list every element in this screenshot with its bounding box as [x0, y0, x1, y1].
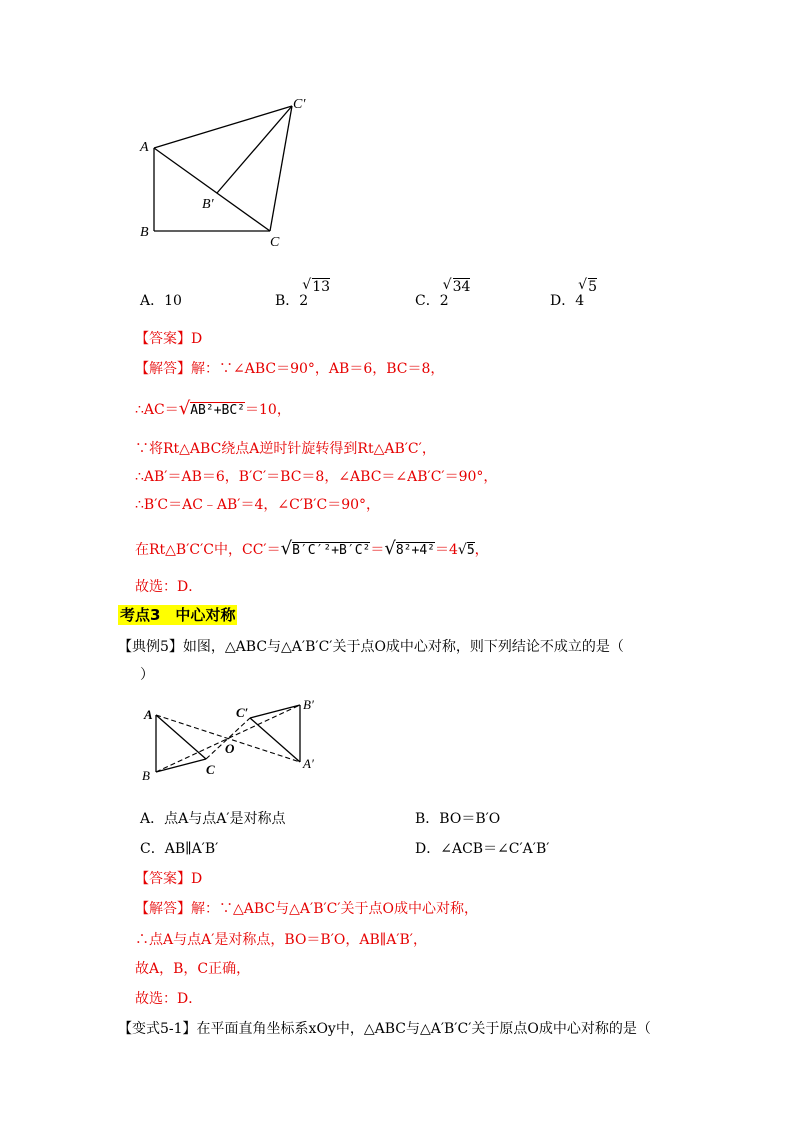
choice-b — [275, 277, 331, 310]
section-heading: 考点3 中心对称 — [120, 606, 236, 624]
radical-5: 5 — [466, 543, 475, 558]
label-C-prime: C′ — [236, 705, 249, 720]
label-C-prime: C′ — [293, 97, 306, 112]
solution-ex5-line-1: 【解答】解：∵△ABC与△A′B′C′关于点O成中心对称， — [135, 901, 479, 917]
ex5-choice-c: C．AB∥A′B′ — [140, 841, 219, 857]
label-A-prime: A′ — [303, 756, 314, 771]
solution-1-line-5: ∴B′C＝AC﹣AB′＝4，∠C′B′C＝90°， — [135, 497, 381, 513]
choice-c-coef: C．2 — [415, 293, 449, 309]
solution-ex5-line-3: 故A，B，C正确， — [135, 961, 251, 977]
label-B: B — [140, 225, 149, 240]
solution-1-line-3: ∵将Rt△ABC绕点A逆时针旋转得到Rt△AB′C′， — [135, 441, 436, 457]
ex5-choice-b: B．BO＝B′O — [415, 811, 501, 827]
solution-ex5-line-4: 故选：D． — [135, 991, 203, 1007]
choice-b-radical: √ 13 — [302, 277, 331, 295]
ex5-choice-a: A．点A与点A′是对称点 — [140, 811, 286, 827]
radical-cc-prime: B′C′²+B′C² — [292, 543, 371, 558]
ex5-choice-d: D．∠ACB＝∠C′A′B′ — [415, 841, 550, 857]
segment-AC-prime — [154, 106, 292, 148]
solution-1-line-4: ∴AB′＝AB＝6，B′C′＝BC＝8，∠ABC＝∠AB′C′＝90°， — [135, 469, 498, 485]
solution-1-line-1: 【解答】解：∵∠ABC＝90°，AB＝6，BC＝8， — [135, 361, 445, 377]
label-C: C — [206, 762, 215, 777]
variant-5-1-question: 【变式5-1】在平面直角坐标系xOy中，△ABC与△A′B′C′关于原点O成中心对称的是（ — [118, 1021, 651, 1037]
choice-c — [415, 277, 471, 310]
rotation-figure — [130, 95, 306, 255]
example-5-question-end: ） — [140, 667, 154, 683]
radical-ac: AB²+BC² — [190, 403, 246, 418]
example-5-question: 【典例5】如图，△ABC与△A′B′C′关于点O成中心对称，则下列结论不成立的是（ — [118, 639, 624, 655]
choice-d-radical: √ 5 — [578, 277, 598, 295]
label-B: B — [142, 768, 150, 783]
segment-AC — [154, 148, 270, 231]
choice-d-coef: D．4 — [550, 293, 585, 309]
segment-C-prime-C — [270, 106, 292, 231]
answer-1: 【答案】D — [135, 331, 203, 347]
radical-8-4: 8²+4² — [395, 543, 435, 558]
segment-C-prime-B-prime — [217, 106, 292, 193]
label-C: C — [270, 235, 280, 250]
label-A: A — [144, 707, 153, 722]
label-B-prime: B′ — [202, 197, 214, 212]
choice-a: A．10 — [140, 293, 182, 309]
label-A: A — [140, 140, 149, 155]
choice-d — [550, 277, 598, 310]
label-B-prime: B′ — [303, 697, 314, 712]
label-O: O — [225, 741, 235, 756]
solution-1-line-2: ∴AC＝√AB²+BC²＝10， — [135, 398, 291, 419]
solution-1-line-6: 在Rt△B′C′C中，CC′＝√B′C′²+B′C²＝√8²+4²＝4√5， — [135, 538, 489, 559]
solution-1-line-7: 故选：D． — [135, 579, 203, 595]
segment-AC — [156, 715, 206, 759]
choice-b-coef: B．2 — [275, 293, 309, 309]
solution-ex5-line-2: ∴点A与点A′是对称点，BO＝B′O，AB∥A′B′， — [135, 932, 427, 948]
choice-c-radical: √ 34 — [442, 277, 471, 295]
answer-ex5: 【答案】D — [135, 871, 203, 887]
central-symmetry-figure — [138, 692, 328, 788]
